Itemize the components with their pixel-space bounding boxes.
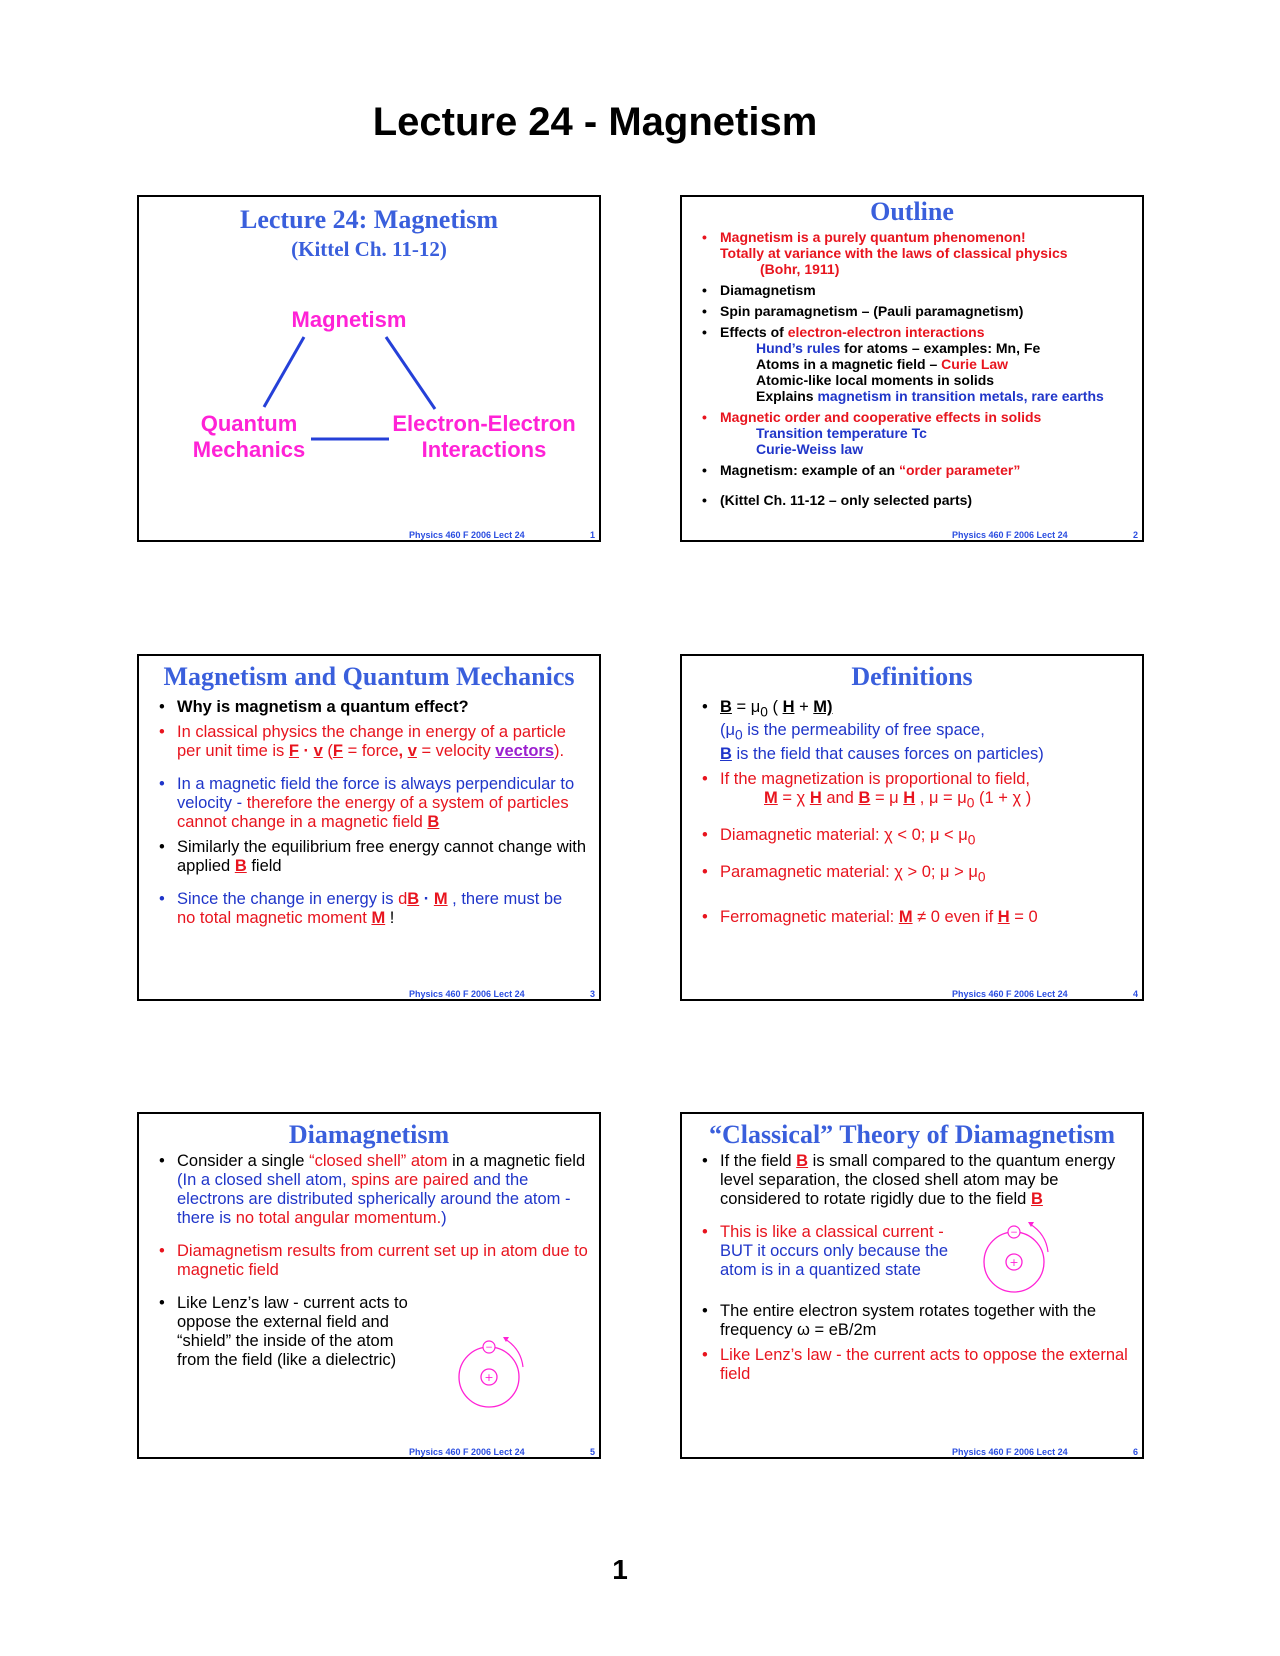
list-item [702, 229, 1132, 277]
text: ). [554, 742, 565, 760]
text: Like Lenz’s law - the current acts to oppose the external field [720, 1346, 1128, 1383]
slide-number: 1 [589, 530, 595, 540]
slide-title: Diamagnetism [288, 1120, 450, 1149]
text: is small compared to the quantum energy level separation, the closed shell atom may be considered to rotate rigidly due to the field [720, 1152, 1116, 1208]
text: B [858, 788, 871, 807]
text: = velocity [416, 742, 496, 760]
text: for atoms – examples: Mn, Fe [840, 340, 1041, 356]
text: χ > 0; μ > μ [894, 863, 978, 882]
atom-diagram [982, 1214, 1062, 1304]
text: Similarly the equilibrium free energy cannot change with applied [177, 838, 587, 875]
list-item [159, 1152, 589, 1228]
footer-text: Physics 460 F 2006 Lect 24 [952, 989, 1068, 999]
text: M [898, 908, 913, 927]
slide-title: Outline [870, 197, 954, 226]
list-item [702, 770, 1132, 812]
text: Atomic-like local moments in solids [756, 372, 995, 388]
text: H [997, 908, 1010, 927]
text: v [313, 742, 323, 760]
list-item [702, 409, 1132, 457]
text: d [398, 890, 408, 908]
slide-4 [680, 654, 1144, 1001]
slide-title: “Classical” Theory of Diamagnetism [708, 1120, 1116, 1149]
list-item [702, 303, 1132, 319]
text: · [298, 742, 314, 760]
text: Diamagnetism [720, 282, 816, 298]
node-magnetism: Magnetism [291, 307, 407, 332]
text: = μ [870, 788, 904, 807]
text: 0 [966, 794, 975, 810]
node-quantum-line-1: Quantum [200, 411, 298, 436]
list-item [702, 282, 1132, 298]
text: + [794, 698, 814, 716]
text: (Kittel Ch. 11-12 – only selected parts) [720, 492, 973, 508]
text: ( [322, 742, 333, 760]
footer-text: Physics 460 F 2006 Lect 24 [409, 530, 525, 540]
slide-6 [680, 1112, 1144, 1459]
magnetism-triangle-diagram [139, 197, 599, 540]
atom-diagram [457, 1329, 537, 1419]
text: BUT it occurs only because the atom is in a quantized state [720, 1242, 949, 1279]
text: In a magnetic field the force is always perpendicular to velocity - [177, 775, 575, 812]
text: B [720, 744, 732, 763]
text: The entire electron system rotates together with the frequency ω = eB/2m [720, 1302, 1097, 1339]
text: magnetism in transition metals, rare earths [817, 388, 1104, 404]
text: Magnetism: example of an [720, 462, 899, 478]
list-item [702, 1223, 1132, 1280]
text: ! [385, 909, 395, 927]
text: B [234, 857, 247, 875]
text: M [371, 909, 386, 927]
slide-3 [137, 654, 601, 1001]
list-item [702, 908, 1132, 927]
slide-title: Magnetism and Quantum Mechanics [163, 662, 575, 691]
text: B [796, 1152, 809, 1170]
node-electron-line-1: Electron-Electron [392, 411, 576, 436]
text: (In a closed shell atom, [177, 1171, 352, 1189]
text: · [419, 890, 434, 908]
text: = 0 [1009, 908, 1038, 927]
text: Spin paramagnetism – (Pauli paramagnetism) [720, 303, 1024, 319]
text: H [809, 788, 822, 807]
list-item [159, 838, 589, 876]
list-item [159, 1242, 589, 1280]
text: H [903, 788, 916, 807]
text: B [427, 813, 440, 831]
text: Paramagnetic material: [720, 863, 895, 882]
node-electron-electron [379, 411, 589, 463]
bullet-list [682, 229, 1142, 508]
page-title: Lecture 24 - Magnetism [372, 100, 818, 144]
text: Transition temperature Tc [756, 425, 927, 441]
bullet-list [682, 698, 1142, 927]
slide-1 [137, 195, 601, 542]
list-item [702, 826, 1132, 849]
list-item [702, 698, 1132, 764]
text: F [288, 742, 299, 760]
text: Effects of [720, 324, 788, 340]
slide-number: 2 [1132, 530, 1138, 540]
text: v [407, 742, 417, 760]
text: = μ [731, 698, 761, 716]
footer-text: Physics 460 F 2006 Lect 24 [409, 989, 525, 999]
footer-text: Physics 460 F 2006 Lect 24 [952, 530, 1068, 540]
text: M [433, 890, 448, 908]
slide-number: 6 [1132, 1447, 1138, 1457]
text: ( [767, 698, 783, 716]
text: 0 [760, 704, 768, 720]
list-item [159, 890, 589, 928]
slide-title: Definitions [851, 662, 973, 691]
text: no total angular momentum. [235, 1209, 442, 1227]
list-item [702, 1346, 1132, 1384]
page-number: 1 [612, 1554, 628, 1585]
text: Diamagnetic material: [720, 825, 885, 844]
node-quantum-mechanics [179, 411, 319, 463]
list-item [702, 492, 1132, 508]
text: F [332, 742, 344, 760]
slide-subtitle: (Kittel Ch. 11-12) [291, 237, 447, 261]
text: M [764, 788, 778, 807]
text: Since the change in energy is [177, 890, 399, 908]
text: 0 [977, 869, 986, 885]
text: If the field [720, 1152, 797, 1170]
text: Curie Law [941, 356, 1009, 372]
text: Curie-Weiss law [756, 441, 864, 457]
text: is the permeability of free space, [742, 721, 985, 740]
text: This is like a classical current - [720, 1223, 944, 1241]
text: If the magnetization is proportional to field, [720, 769, 1031, 788]
slide-number: 3 [589, 989, 595, 999]
text: Like Lenz’s law - current acts to oppose the external field and “shield” the inside of the atom from the field (like a dielectric) [177, 1294, 408, 1369]
text: (Bohr, 1911) [760, 261, 840, 277]
text: Consider a single [177, 1152, 310, 1170]
text: in a magnetic field [447, 1152, 586, 1170]
slide-2 [680, 195, 1144, 542]
text: electron-electron interactions [787, 324, 985, 340]
text: (1 + χ ) [974, 788, 1032, 807]
slide-number: 5 [589, 1447, 595, 1457]
slide-5 [137, 1112, 601, 1459]
text: = χ [777, 788, 810, 807]
text: ≠ 0 even if [912, 908, 998, 927]
text: , μ = μ [915, 788, 967, 807]
slide-title: Lecture 24: Magnetism [239, 205, 498, 234]
text: field [246, 857, 282, 875]
text: = force [343, 742, 399, 760]
text: and the electrons are distributed spherically around the atom - there is [177, 1171, 571, 1227]
electron-sign: − [1010, 1228, 1018, 1238]
list-item [159, 698, 589, 717]
text: B [720, 698, 732, 716]
text: Diamagnetism [177, 1242, 283, 1260]
text: B [407, 890, 420, 908]
list-item [159, 723, 589, 761]
text: vectors [495, 742, 554, 760]
bullet-list [682, 1152, 1142, 1384]
footer-text: Physics 460 F 2006 Lect 24 [409, 1447, 525, 1457]
text: In classical physics the change in energy of a particle per unit time is [177, 723, 566, 760]
text: Magnetic order and cooperative effects [720, 409, 981, 425]
text: χ < 0; μ < μ [884, 825, 968, 844]
text: no total magnetic moment [177, 909, 372, 927]
list-item [702, 863, 1132, 886]
text: B [1030, 1190, 1043, 1208]
text: Atoms in a magnetic field – [756, 356, 942, 372]
text: (μ [720, 721, 736, 740]
node-quantum-line-2: Mechanics [192, 437, 306, 462]
text: Totally at variance with the laws of classical physics [720, 245, 1068, 261]
text: therefore the energy of a system of particles cannot change in a magnetic field [177, 794, 569, 831]
list-item [702, 462, 1132, 478]
text: “order parameter” [898, 462, 1021, 478]
slide-number: 4 [1132, 989, 1138, 999]
text: ) [441, 1209, 447, 1227]
text: is the field that causes forces on particles) [731, 744, 1044, 763]
nucleus-sign: + [1009, 1256, 1019, 1269]
text: Ferromagnetic material: [720, 908, 899, 927]
text: 0 [967, 832, 976, 848]
text: Why is magnetism a quantum effect? [177, 698, 469, 716]
text: Explains [756, 388, 818, 404]
text: and [821, 788, 859, 807]
footer-text: Physics 460 F 2006 Lect 24 [952, 1447, 1068, 1457]
text: H [782, 698, 795, 716]
text: 0 [735, 727, 743, 743]
bullet-list [139, 698, 599, 928]
text: in solids [980, 409, 1042, 425]
text: results from current set up in atom due to magnetic field [177, 1242, 588, 1279]
electron-sign: − [485, 1343, 493, 1353]
list-item [159, 775, 589, 832]
list-item [702, 1152, 1132, 1209]
text: M) [813, 698, 833, 716]
list-item [702, 1302, 1132, 1340]
text: Magnetism is a purely quantum phenomenon! [720, 229, 1026, 245]
text: , there must be [447, 890, 563, 908]
nucleus-sign: + [484, 1371, 494, 1384]
text: , [398, 742, 408, 760]
node-electron-line-2: Interactions [421, 437, 547, 462]
list-item [702, 324, 1132, 404]
text: Hund’s rules [756, 340, 841, 356]
text: “closed shell” atom [309, 1152, 448, 1170]
text: spins are paired [351, 1171, 469, 1189]
